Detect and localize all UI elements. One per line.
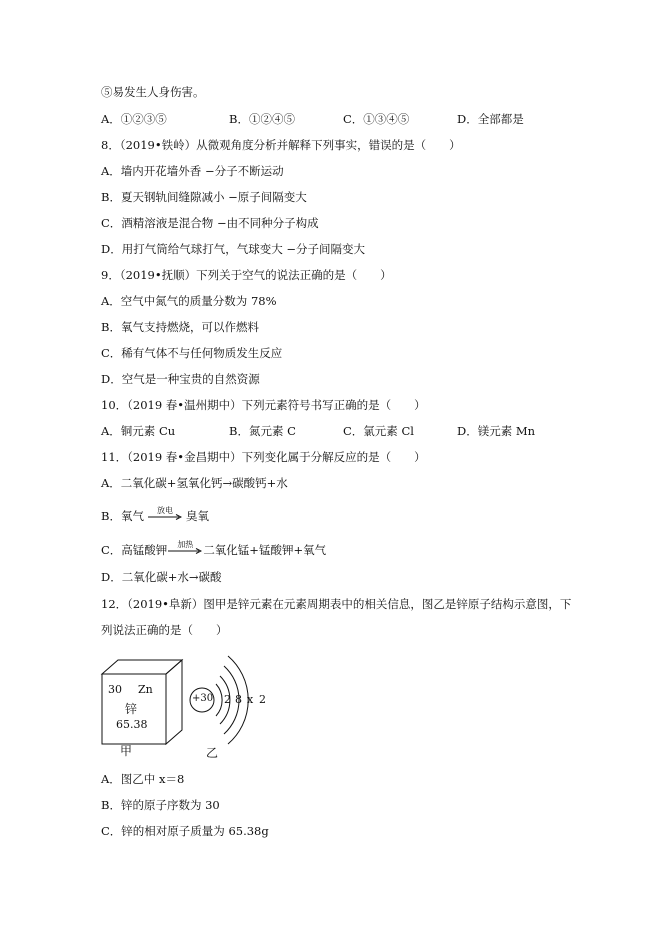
nucleus-charge: +30: [192, 693, 214, 704]
atomic-mass: 65.38: [116, 718, 148, 731]
q7-option-b[interactable]: B．①②④⑤: [229, 112, 295, 126]
q11-c-products: 二氧化锰+锰酸钾+氧气: [203, 543, 327, 557]
q10-option-a[interactable]: A．铜元素 Cu: [101, 424, 176, 438]
q11-c-reactant: C．高锰酸钾: [101, 543, 168, 557]
q8-option-c[interactable]: C．酒精溶液是混合物 −由不同种分子构成: [101, 216, 319, 230]
shell-1-electrons: 2: [224, 693, 231, 706]
caption-yi: 乙: [206, 746, 219, 760]
q9-option-c[interactable]: C．稀有气体不与任何物质发生反应: [101, 346, 283, 360]
q11-b-product: 臭氧: [185, 509, 209, 523]
q8-option-b[interactable]: B．夏天钢轨间缝隙减小 −原子间隔变大: [101, 190, 307, 204]
shell-2-electrons: 8: [235, 693, 242, 706]
q10-option-c[interactable]: C．氯元素 Cl: [343, 424, 414, 438]
element-name: 锌: [125, 702, 138, 716]
q11-option-d[interactable]: D．二氧化碳+水→碳酸: [101, 570, 222, 584]
q10-option-d[interactable]: D．镁元素 Mn: [457, 424, 536, 438]
q9-option-a[interactable]: A．空气中氮气的质量分数为 78%: [101, 294, 277, 308]
q12-stem-line1: 12．（2019•阜新）图甲是锌元素在元素周期表中的相关信息，图乙是锌原子结构示意图，下: [101, 597, 572, 611]
q12-option-c[interactable]: C．锌的相对原子质量为 65.38g: [101, 824, 269, 838]
q11-option-a[interactable]: A．二氧化碳+氢氧化钙→碳酸钙+水: [101, 476, 288, 490]
shell-4-electrons: 2: [259, 693, 266, 706]
q9-stem: 9．（2019•抚顺）下列关于空气的说法正确的是（ ）: [101, 268, 392, 282]
q9-option-b[interactable]: B．氧气支持燃烧，可以作燃料: [101, 320, 259, 334]
q12-option-a[interactable]: A．图乙中 x＝8: [101, 772, 185, 786]
q8-option-a[interactable]: A．墙内开花墙外香 −分子不断运动: [101, 164, 284, 178]
reaction-arrow: [148, 506, 182, 524]
q9-option-d[interactable]: D．空气是一种宝贵的自然资源: [101, 372, 260, 386]
reaction-condition: 放电: [156, 506, 173, 515]
periodic-cell-box: [98, 652, 188, 752]
reaction-arrow: [168, 540, 202, 558]
q11-b-reactant: B．氧气: [101, 509, 144, 523]
q11-stem: 11．（2019 春•金昌期中）下列变化属于分解反应的是（ ）: [101, 450, 426, 464]
q8-option-d[interactable]: D．用打气筒给气球打气，气球变大 −分子间隔变大: [101, 242, 366, 256]
atomic-number: 30: [108, 683, 122, 696]
shell-3-electrons: x: [247, 693, 254, 706]
q11-option-c[interactable]: [101, 542, 326, 558]
q7-tail: ⑤易发生人身伤害。: [101, 85, 205, 99]
q10-option-b[interactable]: B．氮元素 C: [229, 424, 296, 438]
q11-option-b[interactable]: [101, 508, 209, 524]
q7-option-c[interactable]: C．①③④⑤: [343, 112, 410, 126]
reaction-condition: 加热: [177, 540, 194, 549]
q7-option-d[interactable]: D．全部都是: [457, 112, 524, 126]
q7-option-a[interactable]: A．①②③⑤: [101, 112, 167, 126]
element-symbol: Zn: [138, 683, 153, 696]
q12-stem-line2: 列说法正确的是（ ）: [101, 623, 228, 637]
caption-jia: 甲: [120, 744, 133, 758]
q8-stem: 8．（2019•铁岭）从微观角度分析并解释下列事实，错误的是（ ）: [101, 138, 461, 152]
q12-option-b[interactable]: B．锌的原子序数为 30: [101, 798, 220, 812]
q10-stem: 10．（2019 春•温州期中）下列元素符号书写正确的是（ ）: [101, 398, 426, 412]
